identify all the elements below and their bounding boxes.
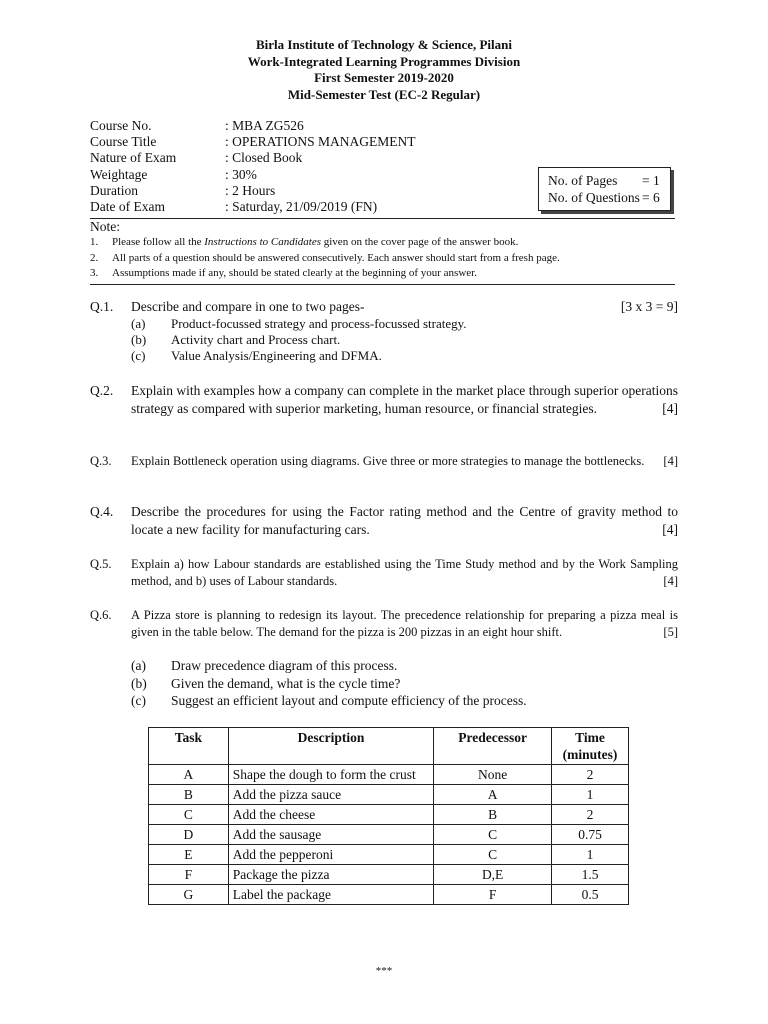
table-row: G Label the package F 0.5 xyxy=(149,885,629,905)
column-header: Description xyxy=(228,728,433,765)
institute-name: Birla Institute of Technology & Science, Pilani xyxy=(255,37,513,52)
course-info-row: Weightage : 30% xyxy=(90,166,257,182)
question-2 xyxy=(90,382,678,418)
question-text: A Pizza store is planning to redesign its layout. The precedence relationship for preparing a pizza meal is given in the table below. The demand for the pizza is 200 pizzas in an eight hour shift. xyxy=(131,608,678,639)
question-marks: [3 x 3 = 9] xyxy=(620,299,678,314)
course-info-row: Nature of Exam : Closed Book xyxy=(90,150,303,166)
table-header-row xyxy=(149,728,629,765)
question-text: Explain with examples how a company can complete in the market place through superior operations strategy as compared with superior marketing, human resource, or financial strategies. xyxy=(131,383,678,416)
question-number: Q.2. xyxy=(90,383,114,398)
table-row: C Add the cheese B 2 xyxy=(149,805,629,825)
question-6 xyxy=(90,607,678,641)
question-3 xyxy=(90,453,678,470)
question-1 xyxy=(90,298,678,316)
table-row: F Package the pizza D,E 1.5 xyxy=(149,865,629,885)
question-1-parts: (a) Product-focussed strategy and process-focussed strategy. (b) Activity chart and Process chart. (c) Value Analysis/Engineering and DFMA. xyxy=(131,316,467,363)
question-number: Q.1. xyxy=(90,299,114,314)
question-4 xyxy=(90,503,678,539)
question-marks: [4] xyxy=(662,522,678,537)
note-item: 2. All parts of a question should be answered consecutively. Each answer should start from a fresh page. xyxy=(90,251,560,264)
questions-label: No. of Questions xyxy=(548,190,640,205)
question-marks: [4] xyxy=(662,401,678,416)
question-text: Explain a) how Labour standards are established using the Time Study method and by the Work Sampling method, and b) uses of Labour standards. xyxy=(131,557,678,588)
question-text: Describe the procedures for using the Factor rating method and the Centre of gravity method to locate a new facility for manufacturing cars. xyxy=(131,504,678,537)
table-row: D Add the sausage C 0.75 xyxy=(149,825,629,845)
end-marker: *** xyxy=(375,965,393,977)
question-5 xyxy=(90,556,678,590)
question-marks: [5] xyxy=(663,625,678,639)
table-row: B Add the pizza sauce A 1 xyxy=(149,785,629,805)
note-section xyxy=(90,218,675,285)
question-6-parts: (a) Draw precedence diagram of this process. (b) Given the demand, what is the cycle time? (c) Suggest an efficient layout and compute efficiency of the process. xyxy=(131,658,527,708)
course-info-row: Course Title : OPERATIONS MANAGEMENT xyxy=(90,134,416,150)
note-item: 3. Assumptions made if any, should be stated clearly at the beginning of your answer. xyxy=(90,267,477,280)
table-row: A Shape the dough to form the crust None 2 xyxy=(149,765,629,785)
question-number: Q.3. xyxy=(90,454,112,468)
semester: First Semester 2019-2020 xyxy=(314,70,454,85)
question-number: Q.5. xyxy=(90,557,112,571)
course-info-row: Course No. : MBA ZG526 xyxy=(90,118,304,133)
task-table xyxy=(148,727,629,905)
question-text: Describe and compare in one to two pages- xyxy=(131,299,365,314)
division-name: Work-Integrated Learning Programmes Division xyxy=(247,53,521,69)
page-count-box xyxy=(538,167,671,211)
course-info-row: Date of Exam : Saturday, 21/09/2019 (FN) xyxy=(90,198,378,214)
course-info-row: Duration : 2 Hours xyxy=(90,182,276,198)
table-row: E Add the pepperoni C 1 xyxy=(149,845,629,865)
question-marks: [4] xyxy=(663,454,678,468)
column-header: Task xyxy=(149,728,229,765)
question-number: Q.6. xyxy=(90,608,112,622)
questions-value: = 6 xyxy=(642,190,660,205)
column-header: Time (minutes) xyxy=(552,728,629,765)
exam-header xyxy=(0,37,768,103)
course-info xyxy=(90,118,416,215)
question-text: Explain Bottleneck operation using diagrams. Give three or more strategies to manage the bottlenecks. xyxy=(131,454,645,468)
test-name: Mid-Semester Test (EC-2 Regular) xyxy=(287,86,481,102)
question-marks: [4] xyxy=(663,574,678,588)
note-title: Note: xyxy=(90,219,120,234)
pages-label: No. of Pages xyxy=(548,173,618,188)
column-header: Predecessor xyxy=(434,728,552,765)
pages-value: = 1 xyxy=(642,173,660,188)
question-number: Q.4. xyxy=(90,504,114,519)
note-item: 1. Please follow all the Instructions to Candidates given on the cover page of the answer book. xyxy=(90,236,519,248)
